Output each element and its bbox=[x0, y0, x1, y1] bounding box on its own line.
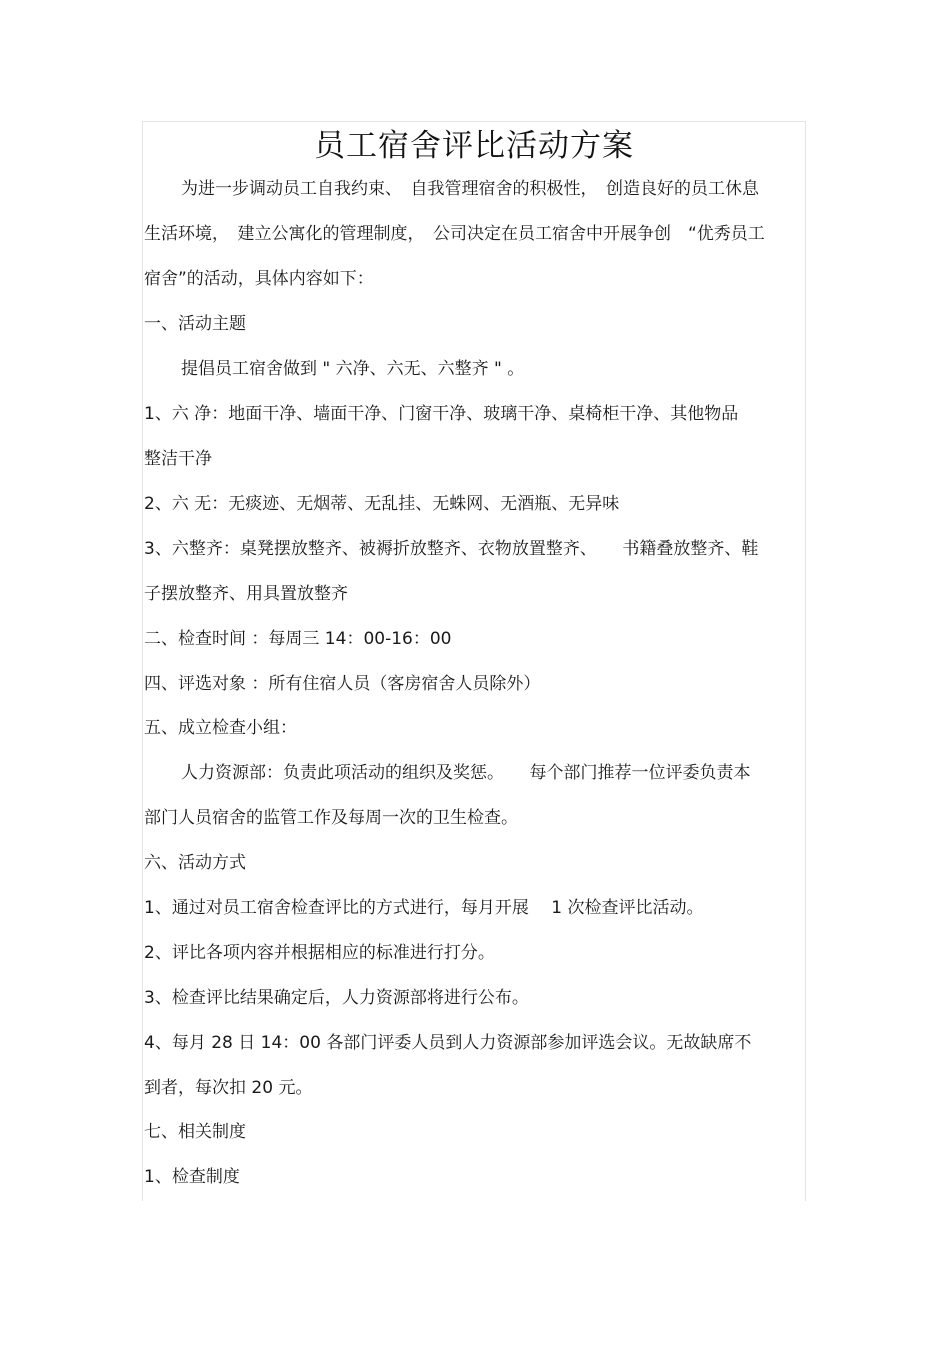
list-item: 3、六整齐：桌凳摆放整齐、被褥折放整齐、衣物放置整齐、 书籍叠放整齐、鞋 bbox=[144, 539, 759, 559]
paragraph-line: 生活环境， 建立公寓化的管理制度， 公司决定在员工宿舍中开展争创 “优秀员工 bbox=[144, 224, 765, 244]
section-heading: 二、检查时间 ：每周三 14：00-16：00 bbox=[144, 629, 452, 649]
document-title: 员工宿舍评比活动方案 bbox=[314, 128, 634, 164]
paragraph-line: 提倡员工宿舍做到 " 六净、六无、六整齐 " 。 bbox=[181, 359, 525, 379]
list-item-continued: 到者，每次扣 20 元。 bbox=[144, 1078, 313, 1098]
section-heading: 四、评选对象 ：所有住宿人员（客房宿舍人员除外） bbox=[144, 674, 541, 694]
list-item-continued: 子摆放整齐、用具置放整齐 bbox=[144, 584, 348, 604]
list-item: 1、检查制度 bbox=[144, 1167, 240, 1187]
list-item: 1、六 净：地面干净、墙面干净、门窗干净、玻璃干净、桌椅柜干净、其他物品 bbox=[144, 404, 739, 424]
paragraph-line: 为进一步调动员工自我约束、 自我管理宿舍的积极性， 创造良好的员工休息 bbox=[181, 179, 759, 199]
paragraph-line: 宿舍”的活动，具体内容如下： bbox=[144, 269, 374, 289]
paragraph-line: 部门人员宿舍的监管工作及每周一次的卫生检查。 bbox=[144, 808, 518, 828]
paragraph-line: 人力资源部：负责此项活动的组织及奖惩。 每个部门推荐一位评委负责本 bbox=[181, 763, 751, 783]
section-heading: 七、相关制度 bbox=[144, 1122, 246, 1142]
list-item: 2、评比各项内容并根据相应的标准进行打分。 bbox=[144, 943, 495, 963]
section-heading: 五、成立检查小组： bbox=[144, 718, 297, 738]
list-item: 4、每月 28 日 14：00 各部门评委人员到人力资源部参加评选会议。无故缺席不 bbox=[144, 1033, 752, 1053]
section-heading: 一、活动主题 bbox=[144, 314, 246, 334]
list-item-continued: 整洁干净 bbox=[144, 449, 212, 469]
list-item: 2、六 无：无痰迹、无烟蒂、无乱挂、无蛛网、无酒瓶、无异味 bbox=[144, 494, 620, 514]
list-item: 1、通过对员工宿舍检查评比的方式进行，每月开展 1 次检查评比活动。 bbox=[144, 898, 704, 918]
list-item: 3、检查评比结果确定后，人力资源部将进行公布。 bbox=[144, 988, 529, 1008]
section-heading: 六、活动方式 bbox=[144, 853, 246, 873]
